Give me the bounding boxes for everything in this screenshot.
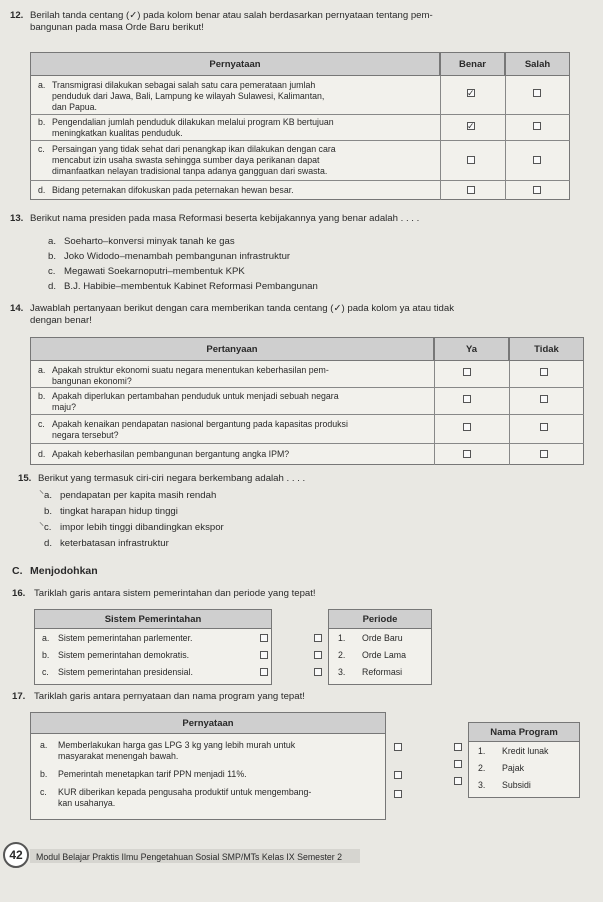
q17-left-item-a-line1: Memberlakukan harga gas LPG 3 kg yang lebih murah untuk	[58, 740, 296, 750]
q13-number: 13.	[10, 213, 24, 224]
q14-a-yes-checkbox[interactable]	[463, 368, 471, 376]
q16-left-header: Sistem Pemerintahan	[34, 609, 272, 629]
q15-option-a[interactable]: pendapatan per kapita masih rendah	[60, 490, 217, 501]
q14-row-c-line1: Apakah kenaikan pendapatan nasional bergantung pada kapasitas produksi	[52, 419, 348, 429]
q14-row-a-line1: Apakah struktur ekonomi suatu negara menentukan keberhasilan pem-	[52, 365, 329, 375]
q12-row-c-line1: Persaingan yang tidak sehat dari penangkap ikan dilakukan dengan cara	[52, 144, 336, 154]
q12-row-a-line2: penduduk dari Jawa, Bali, Lampung ke wilayah Sulawesi, Kalimantan,	[52, 91, 325, 101]
q16-number: 16.	[12, 588, 26, 599]
q14-row-a-line2: bangunan ekonomi?	[52, 376, 132, 386]
q14-d-no-checkbox[interactable]	[540, 450, 548, 458]
q16-right-dot-1[interactable]	[314, 634, 322, 642]
q14-intro-line1: Jawablah pertanyaan berikut dengan cara memberikan tanda centang (✓) pada kolom ya atau tidak	[30, 303, 455, 314]
q14-row-b-line2: maju?	[52, 402, 76, 412]
q17-right-dot-1[interactable]	[454, 743, 462, 751]
q16-left-dot-b[interactable]	[260, 651, 268, 659]
q14-c-no-checkbox[interactable]	[540, 423, 548, 431]
q17-right-item-2: Pajak	[502, 763, 525, 773]
q12-row-c-line3: dimanfaatkan nelayan tradisional tanpa adanya gangguan dari swasta.	[52, 166, 328, 176]
q14-header-yes: Ya	[434, 337, 509, 361]
q15-option-b[interactable]: tingkat harapan hidup tinggi	[60, 506, 178, 517]
q12-number: 12.	[10, 10, 24, 21]
q13-option-a[interactable]: Soeharto–konversi minyak tanah ke gas	[64, 236, 235, 247]
q14-row-c-line2: negara tersebut?	[52, 430, 119, 440]
q12-row-b-line2: meningkatkan kualitas penduduk.	[52, 128, 183, 138]
q12-header-true: Benar	[440, 52, 505, 76]
q12-intro-line2: bangunan pada masa Orde Baru berikut!	[30, 22, 204, 33]
q17-question: Tariklah garis antara pernyataan dan nama program yang tepat!	[34, 691, 305, 702]
section-c-title: Menjodohkan	[30, 565, 98, 577]
q14-b-yes-checkbox[interactable]	[463, 395, 471, 403]
q14-b-no-checkbox[interactable]	[540, 395, 548, 403]
q17-right-header: Nama Program	[468, 722, 580, 742]
q16-question: Tariklah garis antara sistem pemerintahan dan periode yang tepat!	[34, 588, 316, 599]
q12-row-d-line1: Bidang peternakan difokuskan pada peternakan hewan besar.	[52, 185, 294, 195]
q14-number: 14.	[10, 303, 24, 314]
q12-row-b-line1: Pengendalian jumlah penduduk dilakukan melalui program KB bertujuan	[52, 117, 334, 127]
q16-right-item-3: Reformasi	[362, 667, 403, 677]
q12-row-a-line1: Transmigrasi dilakukan sebagai salah satu cara pemerataan jumlah	[52, 80, 316, 90]
check-mark-icon: ✓	[467, 88, 475, 98]
pen-mark-icon: ⸜	[39, 485, 44, 496]
q12-d-true-checkbox[interactable]	[467, 186, 475, 194]
q12-b-true-checkbox[interactable]	[467, 122, 475, 130]
q14-row-b-line1: Apakah diperlukan pertambahan penduduk untuk menjadi sebuah negara	[52, 391, 339, 401]
q12-header-statement: Pernyataan	[30, 52, 440, 76]
q15-number: 15.	[18, 473, 32, 484]
q12-c-false-checkbox[interactable]	[533, 156, 541, 164]
q17-left-dot-b[interactable]	[394, 771, 402, 779]
q17-left-item-c-line1: KUR diberikan kepada pengusaha produktif untuk mengembang-	[58, 787, 312, 797]
q14-header-question: Pertanyaan	[30, 337, 434, 361]
worksheet-page: 12. Berilah tanda centang (✓) pada kolom benar atau salah berdasarkan pernyataan tentang pem- bangunan pada masa Orde Baru berikut! Pernyataan Benar Salah a. Transmigrasi dilakukan sebagai salah satu cara pemerataan jumlah penduduk dari Jawa, Bali, Lampung ke wilayah Sulawesi, Kalimantan, dan Papua. b. Pengendalian jumlah penduduk dilakukan melalui program KB bertujuan meningkatkan kualitas penduduk. c. Persaingan yang tidak sehat dari penangkap ikan dilakukan dengan cara mencabut izin usaha swasta sehingga sumber daya perikanan dapat dimanfaatkan nelayan tradisional tanpa adanya gangguan dari swasta. d. Bidang peternakan difokuskan pada peternakan hewan besar. ✓ ✓ 13. Berikut nama presiden pada masa Reformasi beserta kebijakannya yang benar adalah . . . . a. Soeharto–konversi minyak tanah ke gas b. Joko Widodo–menambah pembangunan infrastruktur c. Megawati Soekarnoputri–membentuk KPK d. B.J. Habibie–membentuk Kabinet Reformasi Pembangunan 14. Jawablah pertanyaan berikut dengan cara memberikan tanda centang (✓) pada kolom ya atau tidak dengan benar! Pertanyaan Ya Tidak a. Apakah struktur ekonomi suatu negara menentukan keberhasilan pem- bangunan ekonomi? b. Apakah diperlukan pertambahan penduduk untuk menjadi sebuah negara maju? c. Apakah kenaikan pendapatan nasional bergantung pada kapasitas produksi negara tersebut? d. Apakah keberhasilan pembangunan bergantung angka IPM? 15. Berikut yang termasuk ciri-ciri negara berkembang adalah . . . . a. pendapatan per kapita masih rendah b. tingkat harapan hidup tinggi c. impor lebih tinggi dibandingkan ekspor d. keterbatasan infrastruktur ⸜ ⸜ C. Menjodohkan 16. Tariklah garis antara sistem pemerintahan dan periode yang tepat! Sistem Pemerintahan a. Sistem pemerintahan parlementer. b. Sistem pemerintahan demokratis. c. Sistem pemerintahan presidensial. Periode 1. Orde Baru 2. Orde Lama 3. Reformasi 17. Tariklah garis antara pernyataan dan nama program yang tepat! Pernyataan a. Memberlakukan harga gas LPG 3 kg yang lebih murah untuk masyarakat menengah bawah. b. Pemerintah menetapkan tarif PPN menjadi 11%. c. KUR diberikan kepada pengusaha produktif untuk mengembang- kan usahanya. Nama Program 1. Kredit lunak 2. Pajak 3. Subsidi 42 Modul Belajar Praktis Ilmu Pengetahuan Sosial SMP/MTs Kelas IX Semester 2	[0, 0, 603, 902]
q16-left-item-a: Sistem pemerintahan parlementer.	[58, 633, 193, 643]
q16-right-header: Periode	[328, 609, 432, 629]
q12-a-true-checkbox[interactable]	[467, 89, 475, 97]
q16-right-item-2: Orde Lama	[362, 650, 407, 660]
q12-b-false-checkbox[interactable]	[533, 122, 541, 130]
q17-left-header: Pernyataan	[30, 712, 386, 734]
q12-c-true-checkbox[interactable]	[467, 156, 475, 164]
q16-right-item-1: Orde Baru	[362, 633, 403, 643]
q13-option-d[interactable]: B.J. Habibie–membentuk Kabinet Reformasi Pembangunan	[64, 281, 318, 292]
page-number: 42	[3, 842, 29, 868]
q15-question: Berikut yang termasuk ciri-ciri negara berkembang adalah . . . .	[38, 473, 306, 484]
q16-right-dot-2[interactable]	[314, 651, 322, 659]
q12-a-false-checkbox[interactable]	[533, 89, 541, 97]
q14-intro-line2: dengan benar!	[30, 315, 92, 326]
q12-intro-line1: Berilah tanda centang (✓) pada kolom benar atau salah berdasarkan pernyataan tentang pem-	[30, 10, 433, 21]
footer-title: Modul Belajar Praktis Ilmu Pengetahuan Sosial SMP/MTs Kelas IX Semester 2	[36, 852, 343, 862]
q17-left-item-a-line2: masyarakat menengah bawah.	[58, 751, 179, 761]
q12-header-false: Salah	[505, 52, 570, 76]
q17-right-dot-3[interactable]	[454, 777, 462, 785]
q16-right-dot-3[interactable]	[314, 668, 322, 676]
section-c-label: C.	[12, 565, 23, 577]
pen-mark-icon: ⸜	[39, 517, 44, 528]
q13-option-c[interactable]: Megawati Soekarnoputri–membentuk KPK	[64, 266, 245, 277]
q14-row-d-line1: Apakah keberhasilan pembangunan bergantung angka IPM?	[52, 449, 290, 459]
q14-header-no: Tidak	[509, 337, 584, 361]
q17-left-item-c-line2: kan usahanya.	[58, 798, 116, 808]
q16-left-item-b: Sistem pemerintahan demokratis.	[58, 650, 190, 660]
q15-option-c[interactable]: impor lebih tinggi dibandingkan ekspor	[60, 522, 224, 533]
q14-a-no-checkbox[interactable]	[540, 368, 548, 376]
q14-c-yes-checkbox[interactable]	[463, 423, 471, 431]
q17-right-dot-2[interactable]	[454, 760, 462, 768]
q16-left-dot-c[interactable]	[260, 668, 268, 676]
q17-left-item-b-line1: Pemerintah menetapkan tarif PPN menjadi 11%.	[58, 769, 247, 779]
q13-question: Berikut nama presiden pada masa Reformasi beserta kebijakannya yang benar adalah . . . .	[30, 213, 420, 224]
q17-right-item-1: Kredit lunak	[502, 746, 549, 756]
q16-left-dot-a[interactable]	[260, 634, 268, 642]
q17-number: 17.	[12, 691, 26, 702]
q17-left-dot-a[interactable]	[394, 743, 402, 751]
q15-option-d[interactable]: keterbatasan infrastruktur	[60, 538, 169, 549]
q12-d-false-checkbox[interactable]	[533, 186, 541, 194]
q12-row-a-line3: dan Papua.	[52, 102, 98, 112]
check-mark-icon: ✓	[467, 121, 475, 131]
q17-left-dot-c[interactable]	[394, 790, 402, 798]
q14-d-yes-checkbox[interactable]	[463, 450, 471, 458]
q16-left-item-c: Sistem pemerintahan presidensial.	[58, 667, 193, 677]
q12-row-c-line2: mencabut izin usaha swasta sehingga sumber daya perikanan dapat	[52, 155, 320, 165]
q17-right-item-3: Subsidi	[502, 780, 531, 790]
q13-option-b[interactable]: Joko Widodo–menambah pembangunan infrastruktur	[64, 251, 291, 262]
